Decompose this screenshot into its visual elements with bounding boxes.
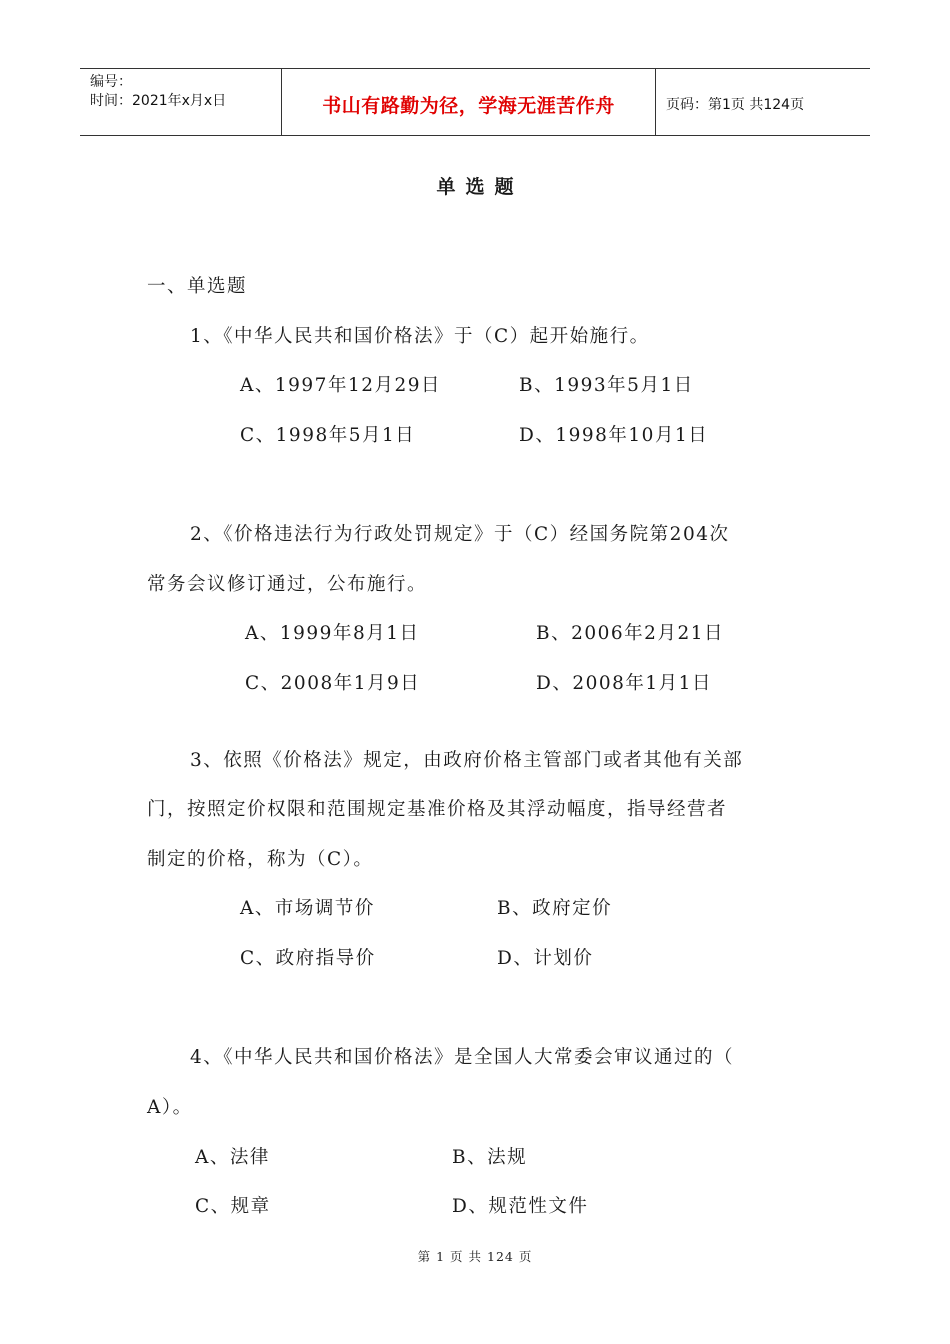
question-2-text-line-2: 常务会议修订通过，公布施行。 <box>147 574 428 595</box>
time-label: 时间：2021年x月x日 <box>90 93 227 109</box>
page-footer: 第 1 页 共 124 页 <box>417 1249 533 1264</box>
header-motto: 书山有路勤为径，学海无涯苦作舟 <box>282 69 656 135</box>
header-table <box>80 68 870 136</box>
question-3-option-b: B、政府定价 <box>497 898 613 919</box>
question-1-option-b: B、1993年5月1日 <box>519 375 694 396</box>
question-4-option-a: A、法律 <box>195 1147 270 1168</box>
question-1-text: 1、《中华人民共和国价格法》于（C）起开始施行。 <box>190 326 650 347</box>
section-heading: 一、单选题 <box>147 276 248 297</box>
question-3-text-line-3: 制定的价格，称为（C）。 <box>147 849 374 870</box>
question-1-option-c: C、1998年5月1日 <box>240 425 416 446</box>
question-2-option-c: C、2008年1月9日 <box>245 673 421 694</box>
question-4-option-c: C、规章 <box>195 1196 271 1217</box>
document-title: 单选题 <box>436 176 524 198</box>
question-1-option-d: D、1998年10月1日 <box>519 425 709 446</box>
serial-label: 编号： <box>90 74 132 90</box>
question-4-text-line-1: 4、《中华人民共和国价格法》是全国人大常委会审议通过的（ <box>190 1047 735 1068</box>
question-2-option-b: B、2006年2月21日 <box>536 623 724 644</box>
question-3-option-c: C、政府指导价 <box>240 948 376 969</box>
question-3-text-line-1: 3、依照《价格法》规定，由政府价格主管部门或者其他有关部 <box>190 750 744 771</box>
question-1-option-a: A、1997年12月29日 <box>240 375 442 396</box>
question-2-option-a: A、1999年8月1日 <box>245 623 420 644</box>
header-meta-cell <box>80 69 282 135</box>
header-page-info: 页码：第1页 共124页 <box>666 97 805 113</box>
question-2-text-line-1: 2、《价格违法行为行政处罚规定》于（C）经国务院第204次 <box>190 524 730 545</box>
question-3-option-d: D、计划价 <box>497 948 594 969</box>
question-2-option-d: D、2008年1月1日 <box>536 673 712 694</box>
question-3-text-line-2: 门，按照定价权限和范围规定基准价格及其浮动幅度，指导经营者 <box>147 799 728 820</box>
question-4-option-d: D、规范性文件 <box>452 1196 589 1217</box>
question-4-option-b: B、法规 <box>452 1147 528 1168</box>
question-3-option-a: A、市场调节价 <box>240 898 375 919</box>
question-4-text-line-2: A）。 <box>147 1097 193 1118</box>
